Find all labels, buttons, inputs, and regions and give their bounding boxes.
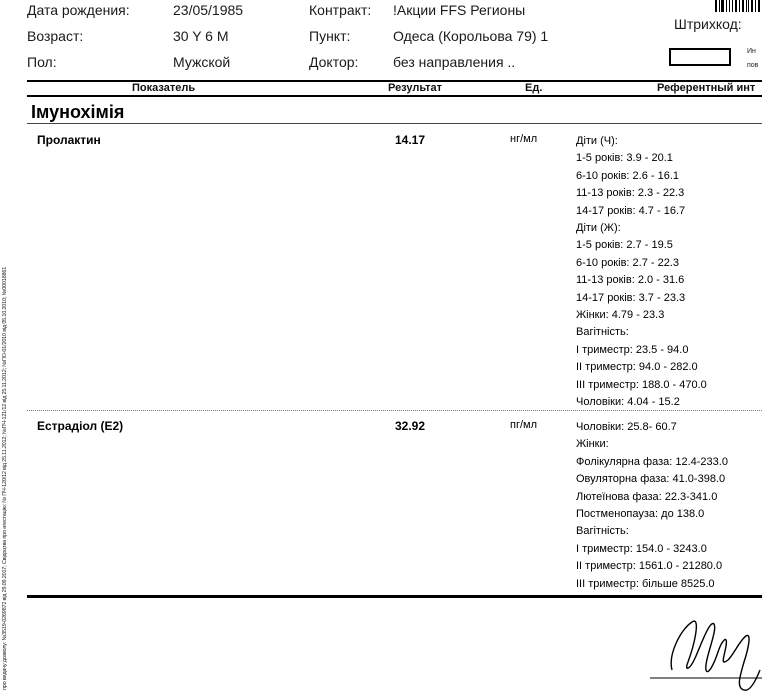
- reference-line: ІІ триместр: 1561.0 - 21280.0: [576, 560, 723, 573]
- note-line-1: Ин: [747, 48, 756, 55]
- row-divider: [27, 410, 762, 411]
- reference-line: 11-13 років: 2.3 - 22.3: [576, 187, 685, 200]
- sidebar-license-text: про видачу дозволу: №3519-0269872 від 29.09.2017; Свідоцтва про атестацію: № ПЧ-120/12 від 25.11.2012; №ПЧ-121/12 від 25.11.2012; №ПО-01/2010 від 05.10.2010; №00018861: [2, 266, 8, 690]
- section-rule: [27, 123, 762, 124]
- reference-line: Діти (Ж):: [576, 222, 621, 235]
- signature-image: [640, 600, 762, 692]
- reference-line: Діти (Ч):: [576, 135, 618, 147]
- reference-line: Лютеїнова фаза: 22.3-341.0: [576, 490, 718, 503]
- column-header-indicator: Показатель: [132, 82, 196, 94]
- contract-label: Контракт:: [309, 2, 372, 18]
- reference-line: 1-5 років: 3.9 - 20.1: [576, 152, 673, 165]
- section-title: Імунохімія: [31, 102, 125, 122]
- contract-value: !Акции FFS Регионы: [393, 2, 526, 18]
- reference-line: Жінки:: [576, 438, 609, 451]
- reference-line: І триместр: 154.0 - 3243.0: [576, 542, 707, 555]
- test-name: Естрадіол (Е2): [37, 419, 124, 433]
- birth-label: Дата рождения:: [27, 2, 130, 18]
- table-bottom-rule: [27, 595, 762, 598]
- birth-value: 23/05/1985: [173, 2, 244, 18]
- barcode-label: Штрихкод:: [674, 16, 742, 32]
- test-unit: нг/мл: [510, 133, 538, 145]
- reference-line: ІІІ триместр: більше 8525.0: [576, 577, 715, 590]
- doctor-label: Доктор:: [309, 54, 359, 70]
- reference-line: 1-5 років: 2.7 - 19.5: [576, 239, 673, 252]
- age-label: Возраст:: [27, 28, 84, 44]
- test-name: Пролактин: [37, 133, 101, 147]
- reference-line: Постменопауза: до 138.0: [576, 508, 705, 521]
- reference-range: [576, 419, 728, 593]
- sex-value: Мужской: [173, 54, 231, 70]
- column-header-result: Результат: [388, 82, 443, 94]
- reference-line: Вагітність:: [576, 525, 629, 538]
- test-result: 14.17: [395, 133, 426, 147]
- sidebar-license-text-container: [0, 128, 12, 692]
- age-value: 30 Y 6 M: [173, 28, 229, 44]
- point-label: Пункт:: [309, 28, 351, 44]
- reference-line: ІІ триместр: 94.0 - 282.0: [576, 361, 698, 374]
- reference-line: Овуляторна фаза: 41.0-398.0: [576, 473, 726, 486]
- reference-line: Жінки: 4.79 - 23.3: [576, 309, 665, 322]
- reference-line: Вагітність:: [576, 326, 629, 339]
- doctor-value: без направления ..: [393, 54, 516, 70]
- reference-line: Фолікулярна фаза: 12.4-233.0: [576, 455, 728, 468]
- test-unit: пг/мл: [510, 419, 538, 431]
- reference-line: І триместр: 23.5 - 94.0: [576, 343, 689, 356]
- sex-label: Пол:: [27, 54, 57, 70]
- reference-line: Чоловіки: 4.04 - 15.2: [576, 396, 680, 409]
- reference-line: 6-10 років: 2.6 - 16.1: [576, 169, 679, 182]
- table-header-bottom-rule: [27, 95, 762, 97]
- barcode-box: [669, 48, 731, 66]
- reference-line: Чоловіки: 25.8- 60.7: [576, 421, 677, 433]
- reference-line: 14-17 років: 3.7 - 23.3: [576, 291, 686, 304]
- column-header-unit: Ед.: [525, 82, 543, 94]
- note-line-2: пов: [747, 62, 759, 69]
- column-header-reference: Референтный инт: [657, 82, 756, 94]
- reference-line: 6-10 років: 2.7 - 22.3: [576, 256, 679, 269]
- test-result: 32.92: [395, 419, 426, 433]
- reference-line: 11-13 років: 2.0 - 31.6: [576, 274, 685, 287]
- barcode-graphic: [715, 0, 762, 12]
- reference-line: ІІІ триместр: 188.0 - 470.0: [576, 378, 707, 391]
- reference-range: [576, 133, 707, 412]
- point-value: Одеса (Корольова 79) 1: [393, 28, 549, 44]
- reference-line: 14-17 років: 4.7 - 16.7: [576, 204, 686, 217]
